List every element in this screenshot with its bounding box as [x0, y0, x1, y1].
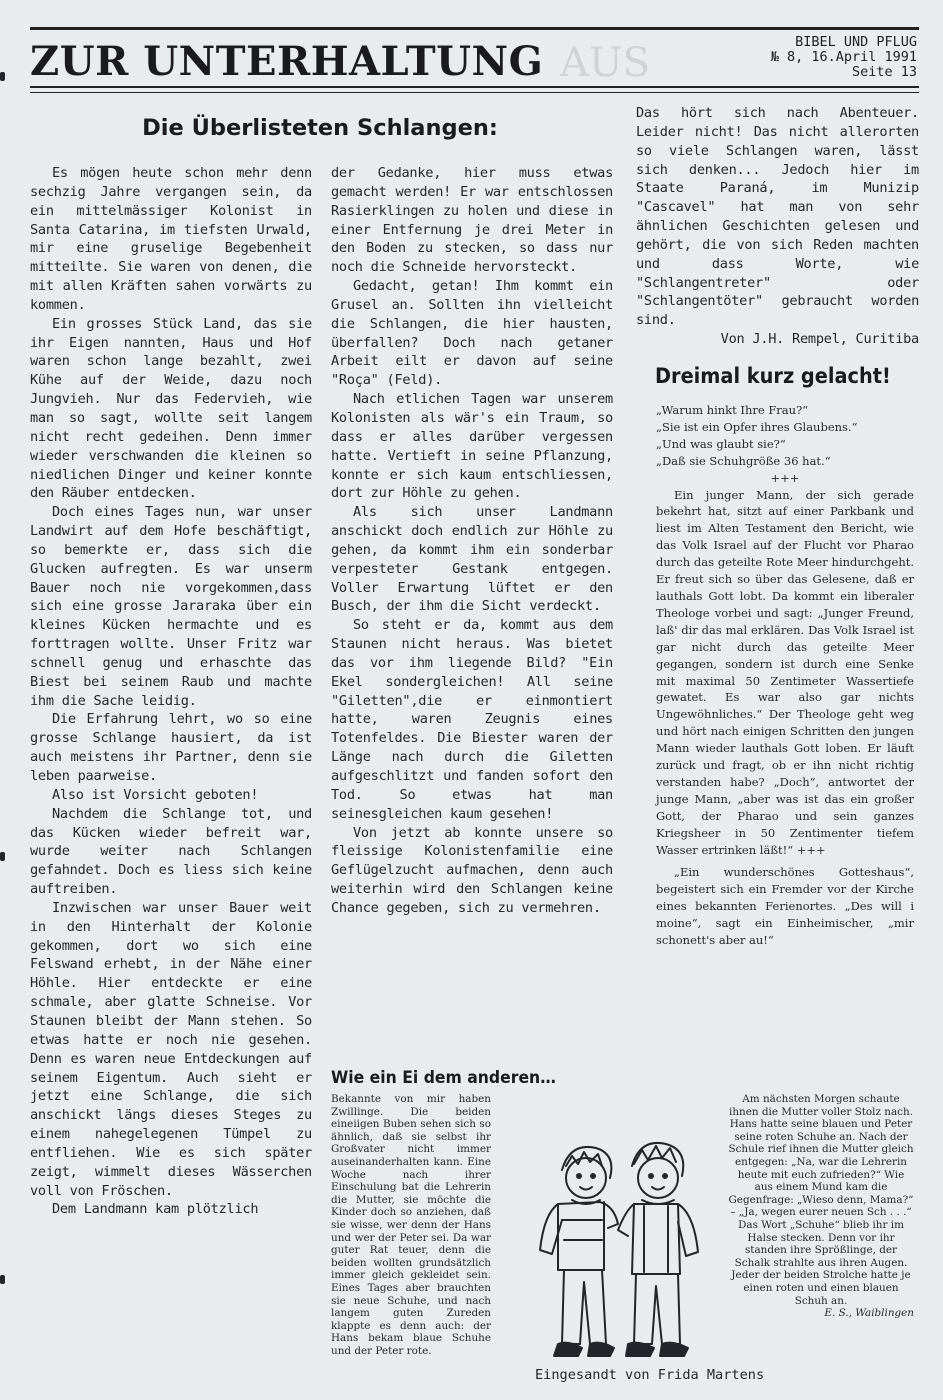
joke-line: „Sie ist ein Opfer ihres Glaubens.“: [656, 419, 858, 434]
paragraph: Dem Landmann kam plötzlich: [52, 1201, 259, 1218]
joke-paragraph: „Ein wunderschönes Gotteshaus“, begeistert sich ein Fremder vor der Kirche eines bekannten Ferienortes. „Des will i moine“, sagt ein Einheimischer, „mir schonett's aber au!“: [656, 865, 914, 948]
paragraph: Inzwischen war unser Bauer weit in den Hinterhalt der Kolonie gekommen, dort wo sich eine Felswand erhebt, in der Nähe einer Höhle. Hier entdeckte er eine schmale, aber glatte Schneise. Vor Staunen bleibt der Mann stehen. So etwas hatte er noch nie gesehen. Denn es waren neue Entdeckungen auf seinem Eigentum. Auch sieht er jetzt eine Schlange, die sich anschickt längs dieses Steges zu einem nahegelegenen Tümpel zu entfliehen. Wie es sich später zeigt, wimmelt dieses Wässerchen voll von Fröschen.: [30, 899, 312, 1199]
twins-paragraph: Am nächsten Morgen schaute ihnen die Mutter voller Stolz nach. Hans hatte seine blauen und Peter seine roten Schuhe an. Nach der Schule rief ihnen die Mutter gleich entgegen: „Na, war die Lehrerin heute mit euch zufrieden?“ Wie aus einem Mund kam die Gegenfrage: „Wieso denn, Mama?“ – „Ja, wegen eurer neuen Sch . . .“ Das Wort „Schuhe“ blieb ihr im Halse stecken. Denn vor ihr standen ihre Sprößlinge, der Schalk strahlte aus ihren Augen. Jeder der beiden Strolche hatte je einen roten und einen blauen Schuh an.: [728, 1093, 914, 1307]
twins-headline: Wie ein Ei dem anderen…: [331, 1068, 556, 1088]
joke-paragraph: Ein junger Mann, der sich gerade bekehrt hat, sitzt auf einer Parkbank und liest im Alten Testament den Bericht, wie das Volk Israel auf der Flucht vor Pharao durch das geteilte Rote Meer hindurchgeht. Er freut sich so über das Gelesene, daß er lauthals Gott lobt. Da kommt ein liberaler Theologe vorbei und sagt: „Junger Freund, laß' dir das mal erklären. Das Volk Israel ist gar nicht durch das geteilte Meer gegangen, sondern ist durch eine Senke mit maximal 50 Zentimeter Wassertiefe gewatet. Es war also gar nichts Ungewöhnliches.“ Der Theologe geht weg und hört nach einigen Schritten den jungen Mann wieder lauthals Gott loben. Er läuft zurück und fragt, ob er ihn nicht richtig verstanden habe? „Doch“, antwortet der junge Mann, „aber was ist das ein großer Gott, der Pharao und sein ganzes Kriegsheer in 50 Zentimenter tiefem Wasser ertrinken läßt!“ +++: [656, 487, 914, 857]
article-column-2: [331, 164, 613, 918]
jokes-column: [656, 402, 914, 949]
binder-hole-mark: [0, 72, 5, 81]
paragraph: Ein grosses Stück Land, das sie ihr Eigen nannten, Haus und Hof waren schon lange bezahlt, zwei Kühe auf der Weide, dazu noch Jungvieh. Nur das Federvieh, wie man so sagt, wollte seit langem nicht recht gedeihen. Denn immer wieder verschwanden die kleinen so niedlichen Dinger und keiner konnte den Räuber entdecken.: [30, 315, 312, 502]
masthead-bottom-rule: [30, 86, 919, 88]
article-column-3: [636, 104, 919, 349]
binder-hole-mark: [0, 852, 5, 861]
section-title: ZUR UNTERHALTUNG: [30, 38, 544, 85]
paragraph: So steht er da, kommt aus dem Staunen nicht heraus. Was bietet das vor ihm liegende Bild? "Ein Ekel sondergleichen! All seine "Giletten",die er einmontiert hatte, waren Zeugnis eines Totenfeldes. Die Biester waren der Länge nach durch die Giletten aufgeschlitzt und fanden sofort den Tod. So etwas hat man seinesgleichen kaum gesehen!: [331, 617, 613, 822]
twins-text-left: [331, 1093, 491, 1357]
submission-credit: Eingesandt von Frida Martens: [535, 1367, 765, 1383]
paragraph: Die Erfahrung lehrt, wo so eine grosse Schlange hausiert, da ist auch meistens ihr Partner, denn sie leben paarweise.: [30, 711, 312, 784]
twins-paragraph: Bekannte von mir haben Zwillinge. Die beiden eineiigen Buben sehen sich so ähnlich, daß sie selbst ihr Großvater nicht immer auseinanderhalten kann. Eine Woche nach ihrer Einschulung bat die Lehrerin die Mutter, sie möchte die Kinder doch so anziehen, daß sie wisse, wer denn der Hans und wer der Peter sei. Da war guter Rat teuer, denn die beiden wollten grundsätzlich immer gleich gekleidet sein. Eines Tages aber brauchten sie neue Schuhe, und nach langem guten Zureden klappte es denn auch: der Hans bekam blaue Schuhe und der Peter rote.: [331, 1093, 491, 1357]
paragraph: Das hört sich nach Abenteuer. Leider nicht! Das nicht allerorten so viele Schlangen waren, lässt sich denken... Jedoch hier im Staate Paraná, im Munizip "Cascavel" hat man von sehr ähnlichen Geschichten gelesen und gehört, die von sich Reden machten und dass Worte, wie "Schlangentreter" oder "Schlangentöter" gebraucht worden sind.: [636, 105, 919, 329]
masthead-top-rule: [30, 27, 919, 30]
page-number: Seite 13: [851, 64, 917, 80]
paragraph: Nach etlichen Tagen war unserem Kolonisten als wär's ein Traum, so dass er alles darüber vergessen hatte. Vertieft in seine Pflanzung, konnte er sich kaum entschliessen, dort zur Höhle zu gehen.: [331, 391, 613, 502]
joke-line: „Daß sie Schuhgröße 36 hat.“: [656, 453, 831, 468]
jokes-headline: Dreimal kurz gelacht!: [655, 364, 891, 388]
paragraph: Gedacht, getan! Ihm kommt ein Grusel an. Sollten ihn vielleicht die Schlangen, die hier hausten, überfallen? Doch nach getaner Arbeit eilt er davon auf seine "Roça" (Feld).: [331, 278, 613, 389]
paragraph: Es mögen heute schon mehr denn sechzig Jahre vergangen sein, da ein mittelmässiger Kolonist in Santa Catarina, im tiefsten Urwald, mir eine gruselige Begebenheit mitteilte. Sie waren von denen, die mit allen Kräften sahen vorwärts zu kommen.: [30, 165, 312, 313]
joke-line: „Warum hinkt Ihre Frau?“: [656, 403, 809, 417]
twins-text-right: [728, 1093, 914, 1320]
masthead-bottom-rule-thin: [30, 92, 919, 93]
ghost-show-through-text: AUS: [560, 40, 650, 86]
paragraph: Als sich unser Landmann anschickt doch endlich zur Höhle zu gehen, da kommt ihm ein sonderbar verpesteter Gestank entgegen. Voller Erwartung lüftet er den Busch, der ihm die Sicht verdeckt.: [331, 504, 613, 615]
twins-signature: E. S., Waiblingen: [824, 1307, 914, 1320]
paragraph: Von jetzt ab konnte unsere so fleissige Kolonistenfamilie eine Geflügelzucht aufmachen, denn auch weiterhin wird den Schlangen keine Chance gegeben, sich zu vermehren.: [331, 824, 613, 916]
binder-hole-mark: [0, 1275, 5, 1284]
paragraph: Nachdem die Schlange tot, und das Kücken wieder befreit war, wurde weiter nach Schlangen gefahndet. Doch es liess sich keine auftreiben.: [30, 805, 312, 898]
article-byline: Von J.H. Rempel, Curitiba: [720, 331, 919, 348]
paragraph: Doch eines Tages nun, war unser Landwirt auf dem Hofe beschäftigt, so bemerkte er, dass sich die Glucken aufregten. Es war unserm Bauer noch nie vorgekommen,dass sich eine grosse Jararaka über ein kleines Kücken hermachte und es forttragen wollte. Unser Fritz war schnell genug und erhaschte das Biest bei seinem Raub und machte ihm die Sache leidig.: [30, 504, 312, 709]
joke-line: „Und was glaubt sie?“: [656, 436, 786, 451]
article-headline: Die Überlisteten Schlangen:: [142, 115, 498, 141]
joke-separator: +++: [770, 470, 800, 485]
issue-info: [771, 35, 917, 80]
publication-name: BIBEL UND PFLUG: [795, 34, 917, 50]
paragraph: Also ist Vorsicht geboten!: [52, 786, 259, 803]
paragraph: der Gedanke, hier muss etwas gemacht werden! Er war entschlossen Rasierklingen zu holen und diese in einer Entfernung je drei Meter in den Boden zu stecken, so dass nur noch die Schneide hervorsteckt.: [331, 165, 613, 276]
twin-boys-illustration: [522, 1130, 722, 1366]
issue-date: № 8, 16.April 1991: [770, 49, 917, 65]
article-column-1: [30, 164, 312, 1219]
